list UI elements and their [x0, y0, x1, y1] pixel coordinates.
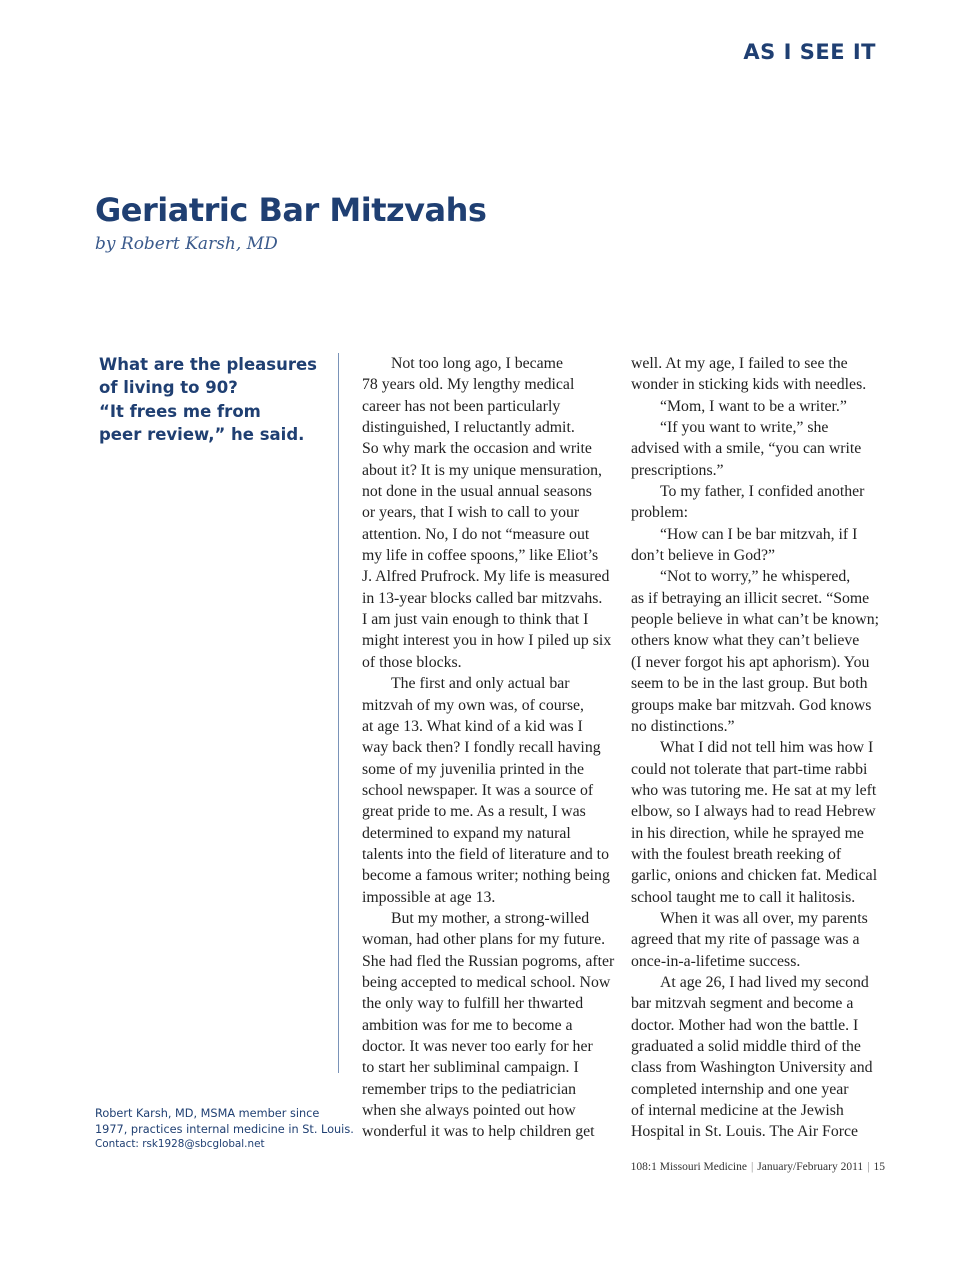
body-text-line: about it? It is my unique mensuration, — [362, 461, 602, 479]
body-text-line: What I did not tell him was how I — [660, 739, 874, 757]
body-text-line: When it was all over, my parents — [660, 909, 868, 927]
body-text-line: no distinctions.” — [631, 717, 735, 735]
body-text-line: my life in coffee spoons,” like Eliot’s — [362, 547, 599, 565]
body-column-1 — [362, 353, 622, 1143]
page-footer — [631, 1161, 885, 1173]
body-text-line: I am just vain enough to think that I — [362, 611, 589, 629]
body-text-line: agreed that my rite of passage was a — [631, 931, 860, 949]
pull-quote-line: peer review,” he said. — [99, 424, 305, 444]
body-text-line: So why mark the occasion and write — [362, 440, 592, 458]
body-text-line: class from Washington University and — [631, 1059, 873, 1077]
body-text-line: when she always pointed out how — [362, 1102, 576, 1120]
body-text-line: people believe in what can’t be known; — [631, 611, 879, 629]
author-note-line: 1977, practices internal medicine in St. Louis. — [95, 1122, 354, 1136]
body-text-line: J. Alfred Prufrock. My life is measured — [362, 568, 610, 586]
article-title: Geriatric Bar Mitzvahs — [95, 191, 487, 229]
author-note — [95, 1106, 354, 1153]
footer-separator: | — [750, 1161, 754, 1173]
body-text-line: advised with a smile, “you can write — [631, 440, 862, 458]
body-text-line: groups make bar mitzvah. God knows — [631, 696, 872, 714]
body-text-line: elbow, so I always had to read Hebrew — [631, 803, 876, 821]
body-text-line: who was tutoring me. He sat at my left — [631, 781, 877, 799]
body-text-line: attention. No, I do not “measure out — [362, 525, 590, 543]
body-text-line: 78 years old. My lengthy medical — [362, 376, 575, 394]
body-text-line: “Not to worry,” he whispered, — [660, 568, 851, 586]
pull-quote — [99, 353, 329, 446]
body-text-line: might interest you in how I piled up six — [362, 632, 612, 650]
footer-separator: | — [867, 1161, 870, 1173]
body-text-line: seem to be in the last group. But both — [631, 675, 868, 693]
body-text-line: talents into the field of literature and to — [362, 845, 609, 863]
body-text-line: the only way to fulfill her thwarted — [362, 995, 584, 1013]
body-text-line: at age 13. What kind of a kid was I — [362, 717, 583, 735]
body-text-line: way back then? I fondly recall having — [362, 739, 601, 757]
body-text-line: ambition was for me to become a — [362, 1016, 573, 1034]
author-contact: Contact: rsk1928@sbcglobal.net — [95, 1138, 265, 1150]
page-number: 15 — [873, 1161, 885, 1173]
body-text-line: could not tolerate that part-time rabbi — [631, 760, 868, 778]
body-column-2 — [631, 353, 891, 1143]
body-text-line: mitzvah of my own was, of course, — [362, 696, 584, 714]
body-text-line: To my father, I confided another — [660, 483, 865, 501]
body-text-line: become a famous writer; nothing being — [362, 867, 610, 885]
footer-date: January/February 2011 — [757, 1161, 864, 1173]
body-text-line: “If you want to write,” she — [660, 419, 829, 437]
body-text-line: wonder in sticking kids with needles. — [631, 376, 867, 394]
pull-quote-line: of living to 90? — [99, 378, 238, 398]
body-text-line: garlic, onions and chicken fat. Medical — [631, 867, 878, 885]
body-text-line: doctor. Mother had won the battle. I — [631, 1016, 859, 1034]
body-text-line: “How can I be bar mitzvah, if I — [660, 525, 858, 543]
body-text-line: not done in the usual annual seasons — [362, 483, 592, 501]
section-label: AS I SEE IT — [743, 40, 876, 64]
body-text-line: The first and only actual bar — [391, 675, 570, 693]
body-text-line: to start her subliminal campaign. I — [362, 1059, 579, 1077]
pull-quote-line: What are the pleasures — [99, 355, 317, 374]
body-text-line: But my mother, a strong-willed — [391, 909, 590, 927]
body-text-line: of internal medicine at the Jewish — [631, 1102, 844, 1120]
body-text-line: determined to expand my natural — [362, 824, 571, 842]
body-text-line: in 13-year blocks called bar mitzvahs. — [362, 589, 603, 607]
body-text-line: At age 26, I had lived my second — [660, 973, 869, 991]
body-text-line: Hospital in St. Louis. The Air Force — [631, 1123, 858, 1141]
body-text-line: distinguished, I reluctantly admit. — [362, 419, 575, 437]
body-text-line: with the foulest breath reeking of — [631, 845, 842, 863]
body-text-line: career has not been particularly — [362, 397, 561, 415]
body-text-line: don’t believe in God?” — [631, 547, 776, 565]
body-text-line: once-in-a-lifetime success. — [631, 952, 801, 970]
body-text-line: remember trips to the pediatrician — [362, 1080, 577, 1098]
body-text-line: woman, had other plans for my future. — [362, 931, 606, 949]
body-text-line: in his direction, while he sprayed me — [631, 824, 864, 842]
body-text-line: She had fled the Russian pogroms, after — [362, 952, 615, 970]
body-text-line: (I never forgot his apt aphorism). You — [631, 653, 870, 671]
body-text-line: Not too long ago, I became — [391, 355, 563, 372]
body-text-line: well. At my age, I failed to see the — [631, 355, 848, 372]
column-divider — [338, 353, 339, 1073]
body-text-line: of those blocks. — [362, 653, 462, 671]
body-text-line: some of my juvenilia printed in the — [362, 760, 584, 778]
body-text-line: bar mitzvah segment and become a — [631, 995, 854, 1013]
body-text-line: completed internship and one year — [631, 1080, 849, 1098]
body-text-line: great pride to me. As a result, I was — [362, 803, 586, 821]
body-text-line: wonderful it was to help children get — [362, 1123, 595, 1141]
body-text-line: being accepted to medical school. Now — [362, 973, 611, 991]
body-text-line: impossible at age 13. — [362, 888, 496, 906]
article-byline: by Robert Karsh, MD — [95, 234, 278, 254]
author-note-line: Robert Karsh, MD, MSMA member since — [95, 1107, 320, 1120]
body-text-line: school newspaper. It was a source of — [362, 781, 594, 799]
body-text-line: graduated a solid middle third of the — [631, 1038, 861, 1055]
body-text-line: others know what they can’t believe — [631, 632, 860, 650]
pull-quote-line: “It frees me from — [99, 401, 261, 421]
footer-issue: 108:1 Missouri Medicine — [630, 1161, 747, 1173]
body-text-line: prescriptions.” — [631, 461, 724, 479]
body-text-line: doctor. It was never too early for her — [362, 1038, 593, 1055]
body-text-line: school taught me to call it halitosis. — [631, 888, 856, 906]
body-text-line: “Mom, I want to be a writer.” — [660, 397, 847, 415]
body-text-line: or years, that I wish to call to your — [362, 504, 580, 522]
body-text-line: as if betraying an illicit secret. “Some — [631, 589, 870, 607]
body-text-line: problem: — [631, 504, 689, 522]
